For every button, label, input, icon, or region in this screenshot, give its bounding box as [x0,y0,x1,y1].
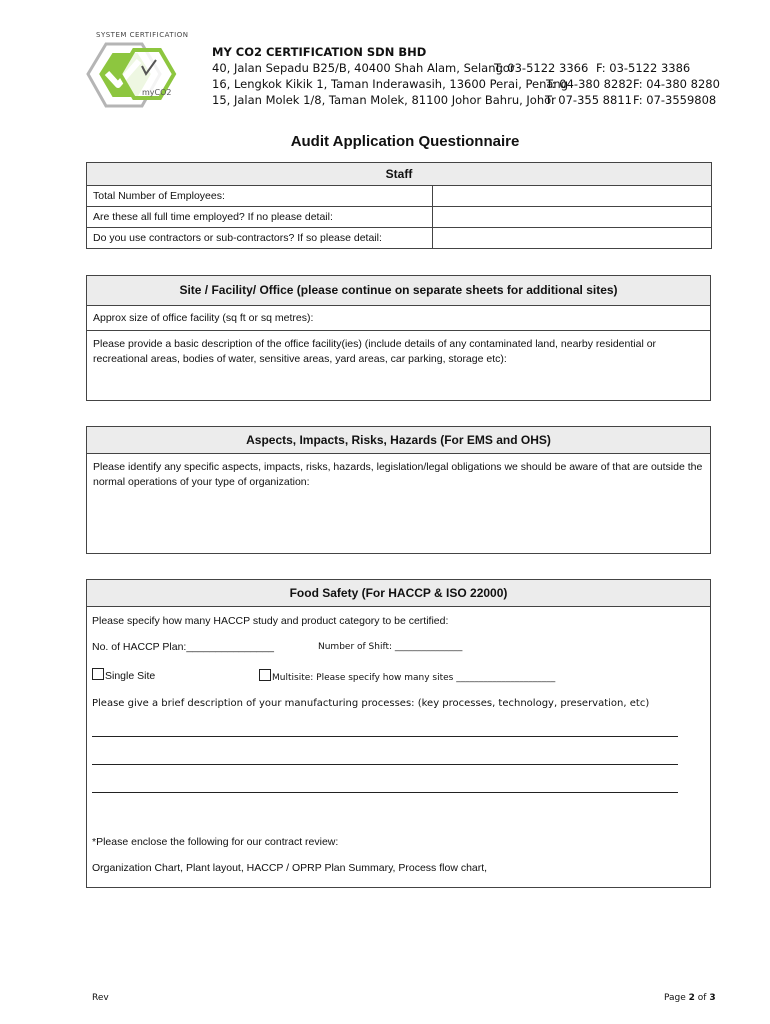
multisite-label: Multisite: Please specify how many sites ______________________ [272,673,556,683]
page-total: 3 [709,993,716,1003]
address-row [212,60,720,76]
staff-employees-field[interactable] [433,186,712,207]
process-description-line[interactable] [92,764,678,765]
site-description-field[interactable] [87,331,710,373]
enclose-note: *Please enclose the following for our contract review: [92,836,339,848]
address-row [212,92,720,108]
required-documents: Organization Chart, Plant layout, HACCP / OPRP Plan Summary, Process flow chart, [92,862,488,874]
page-number [664,993,716,1003]
process-description-label: Please give a brief description of your manufacturing processes: (key processes, technology, preservation, etc) [92,698,650,709]
page-title: Audit Application Questionnaire [290,133,520,150]
process-description-line[interactable] [92,736,678,737]
fax: F: 03-5122 3386 [596,61,691,75]
page-of: of [694,993,710,1003]
telephone: T: 04-380 8282 [546,77,633,91]
page-prefix: Page [664,993,689,1003]
aspects-label: Please identify any specific aspects, impacts, risks, hazards, legislation/legal obligations we should be aware of that are outside the normal operations of your type of organization: [93,461,703,488]
staff-employees-label: Total Number of Employees: [87,186,433,207]
single-site-option[interactable] [92,668,155,682]
aspects-heading: Aspects, Impacts, Risks, Hazards (For EMS and OHS) [87,427,710,454]
revision-label: Rev [92,993,109,1003]
aspects-section [86,426,711,554]
staff-table [86,162,712,249]
aspects-field[interactable] [87,454,710,496]
staff-fulltime-field[interactable] [433,207,712,228]
site-section [86,275,711,401]
number-of-shift-field[interactable]: Number of Shift: _______________ [318,642,463,652]
staff-heading: Staff [87,163,712,186]
telephone: T: 07-355 8811 [545,93,632,107]
company-name: MY CO2 CERTIFICATION SDN BHD [212,45,427,59]
telephone: T: 03-5122 3366 [494,61,589,75]
site-size-label: Approx size of office facility (sq ft or sq metres): [93,312,314,324]
logo-text: myCO2 [142,88,172,97]
food-specify-label: Please specify how many HACCP study and product category to be certified: [92,615,449,627]
food-safety-heading: Food Safety (For HACCP & ISO 22000) [87,580,710,607]
process-description-line[interactable] [92,792,678,793]
fax: F: 04-380 8280 [633,77,720,91]
multisite-option[interactable] [259,669,555,683]
single-site-label: Single Site [105,670,156,682]
staff-contractors-label: Do you use contractors or sub-contractors? If so please detail: [87,228,433,249]
staff-fulltime-label: Are these all full time employed? If no please detail: [87,207,433,228]
site-description-label: Please provide a basic description of the office facility(ies) (include details of any contaminated land, nearby residential or recreational areas, bodies of water, sensitive areas, yard areas, car parking, storage etc): [93,338,657,365]
fax: F: 07-3559808 [633,93,717,107]
page-current: 2 [688,993,695,1003]
haccp-plan-field[interactable]: No. of HACCP Plan:_______________ [92,641,274,653]
address: 16, Lengkok Kikik 1, Taman Inderawasih, 13600 Perai, Penang [212,77,569,91]
company-header [212,44,720,108]
address: 15, Jalan Molek 1/8, Taman Molek, 81100 Johor Bahru, Johor [212,93,556,107]
single-site-checkbox[interactable] [92,668,104,680]
address: 40, Jalan Sepadu B25/B, 40400 Shah Alam, Selangor [212,61,515,75]
company-logo [76,28,188,120]
site-heading: Site / Facility/ Office (please continue on separate sheets for additional sites) [87,276,710,306]
logo-caption: SYSTEM CERTIFICATION [96,31,189,39]
staff-contractors-field[interactable] [433,228,712,249]
site-size-field[interactable] [87,306,710,331]
address-row [212,76,720,92]
multisite-checkbox[interactable] [259,669,271,681]
